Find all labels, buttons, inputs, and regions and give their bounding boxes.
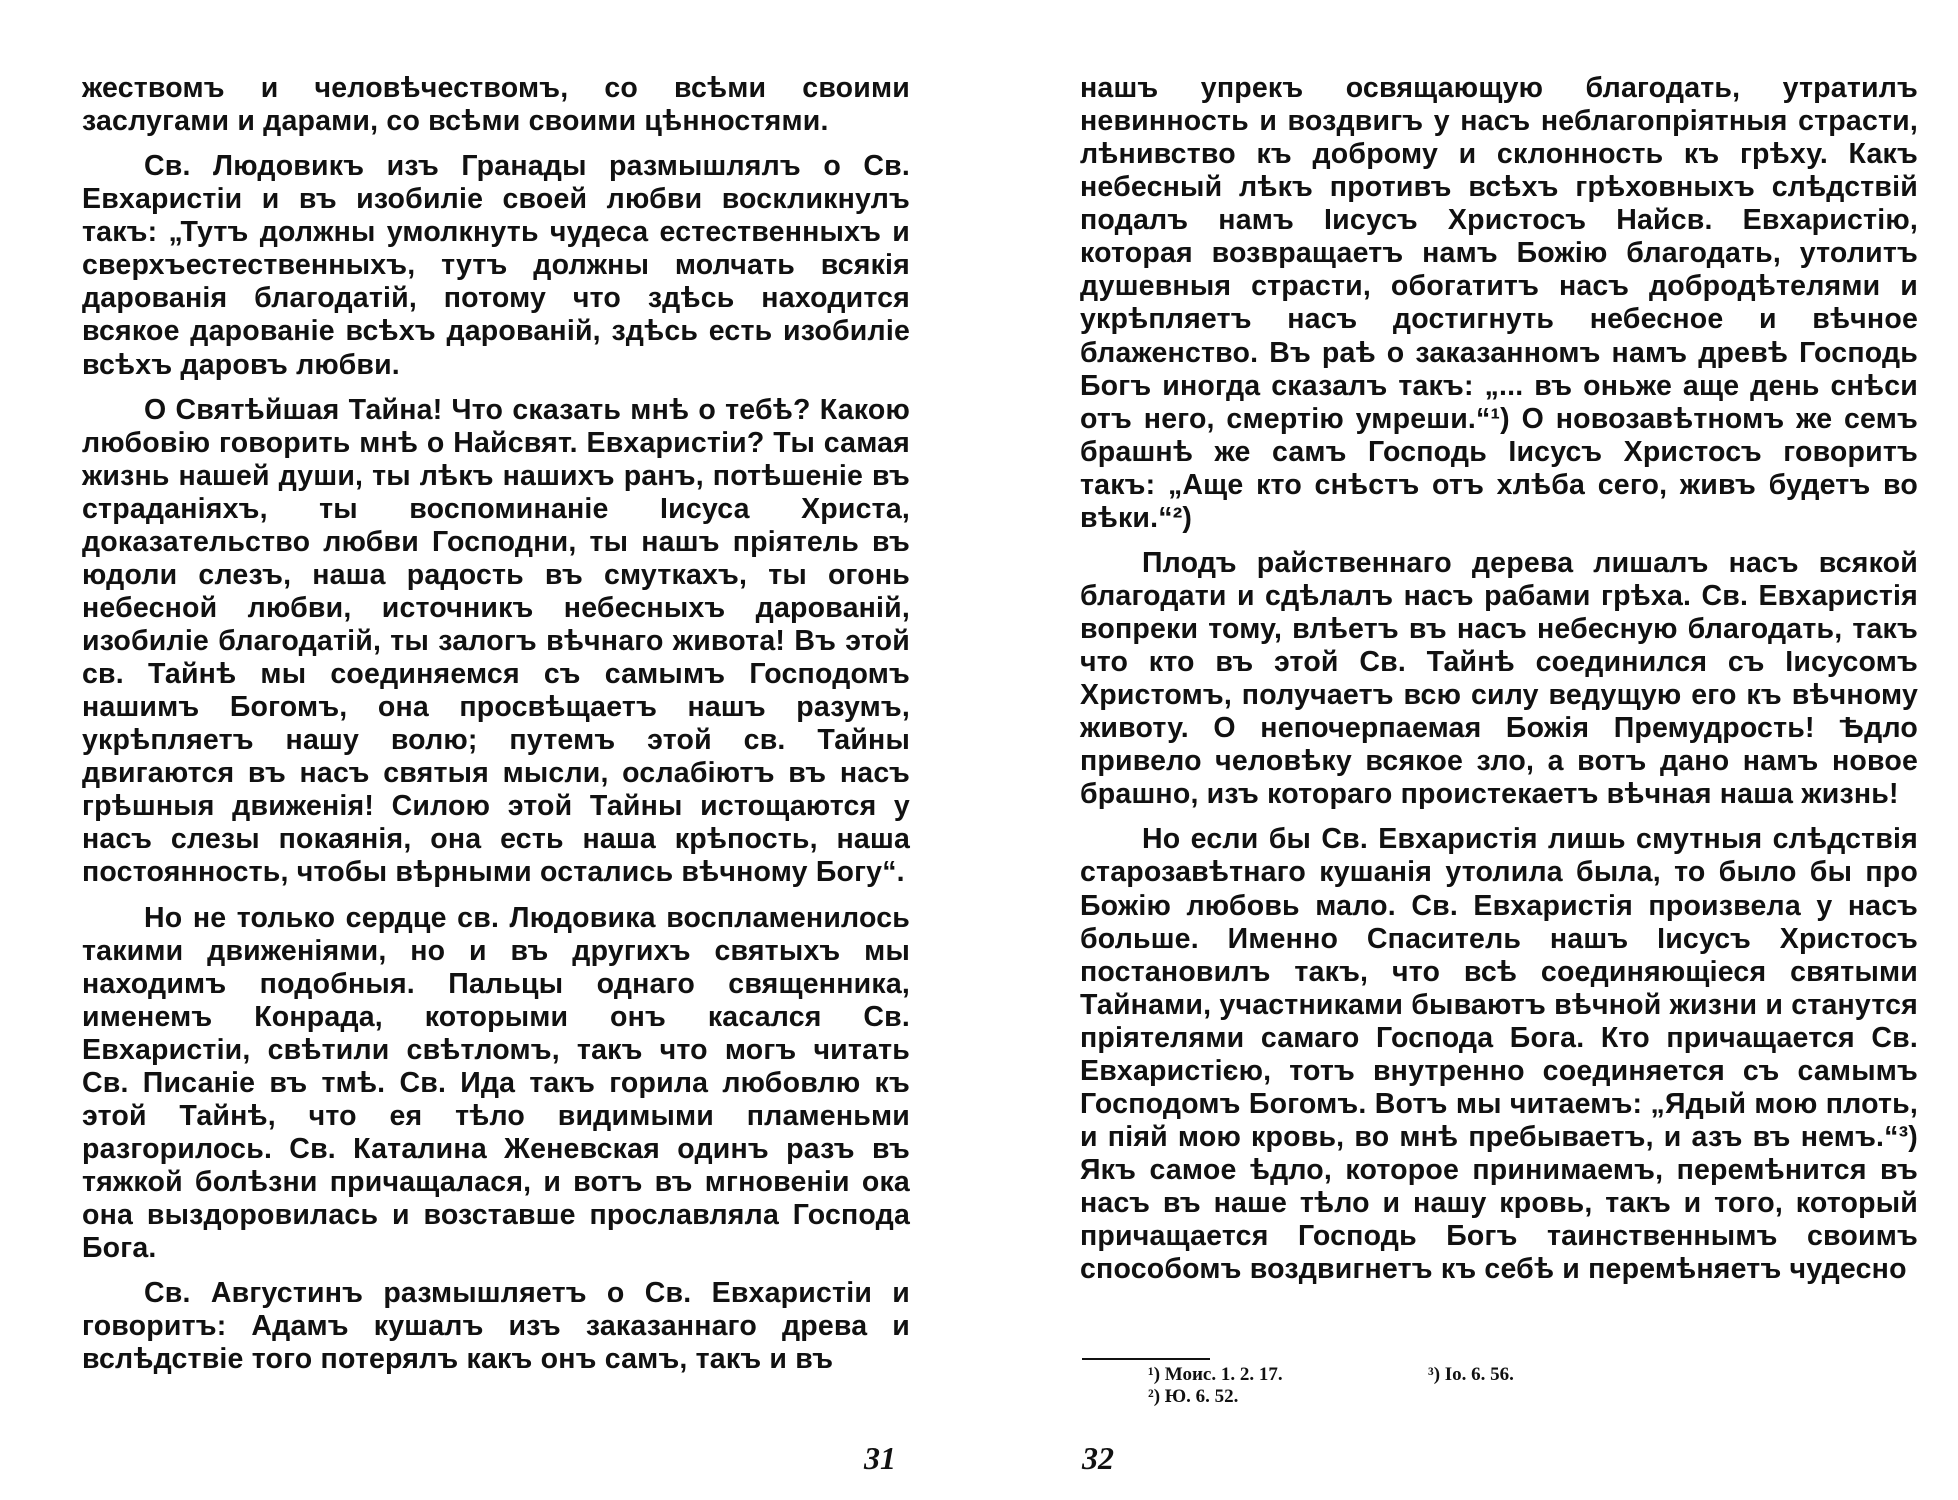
left-paragraph-2: Св. Людовикъ изъ Гранады размышлялъ о Св. Евхаристіи и въ изобиліе своей любви воскликнулъ такъ: „Тутъ должны умолкнуть чудеса естественныхъ и сверхъестественныхъ, тутъ должны молчать всякія дарованія благодатій, потому что здѣсь находится всякое дарованіе всѣхъ дарованій, здѣсь есть изобиліе всѣхъ даровъ любви.	[82, 150, 910, 381]
footnote-2: ²) Ю. 6. 52.	[1148, 1386, 1239, 1407]
right-paragraph-2: Плодъ райственнаго дерева лишалъ насъ всякой благодати и сдѣлалъ насъ рабами грѣха. Св. Евхаристія вопреки тому, влѣетъ въ насъ небесную благодать, такъ что кто въ этой Св. Тайнѣ соединился съ Іисусомъ Христомъ, получаетъ всю силу ведущую его къ вѣчному животу. О непочерпаемая Божія Премудрость! Ѣдло привело человѣку всякое зло, а вотъ дано намъ новое брашно, изъ котораго проистекаетъ вѣчная наша жизнь!	[1080, 546, 1918, 811]
left-paragraph-4: Но не только сердце св. Людовика воспламенилось такими движеніями, но и въ другихъ святыхъ мы находимъ подобныя. Пальцы однаго священника, именемъ Конрада, которыми онъ касался Св. Евхаристіи, свѣтили свѣтломъ, такъ что могъ читать Св. Писаніе въ тмѣ. Св. Ида такъ горила любовлю къ этой Тайнѣ, что ея тѣло видимыми пламеньми разгорилось. Св. Каталина Женевская одинъ разъ въ тяжкой болѣзни причащалася, и вотъ въ мгновеніи ока она выздоровилась и возставше прославляла Господа Бога.	[82, 901, 910, 1265]
right-page	[1080, 72, 1918, 1298]
left-paragraph-1: жествомъ и человѣчествомъ, со всѣми своими заслугами и дарами, со всѣми своими цѣнностями.	[82, 72, 910, 138]
left-paragraph-5: Св. Августинъ размышляетъ о Св. Евхаристіи и говоритъ: Адамъ кушалъ изъ заказаннаго древа и вслѣдствіе того потерялъ какъ онъ самъ, такъ и въ	[82, 1277, 910, 1376]
footnote-divider	[1082, 1358, 1210, 1360]
left-paragraph-3: О Святѣйшая Тайна! Что сказать мнѣ о тебѣ? Какою любовію говорить мнѣ о Найсвят. Евхаристіи? Ты самая жизнь нашей души, ты лѣкъ нашихъ ранъ, потѣшеніе въ страданіяхъ, ты воспоминаніе Іисуса Христа, доказательство любви Господни, ты нашъ пріятель въ юдоли слезъ, наша радость въ смуткахъ, ты огонь небесной любви, источникъ небесныхъ дарованій, изобиліе благодатій, ты залогъ вѣчнаго живота! Въ этой св. Тайнѣ мы соединяемся съ самымъ Господомъ нашимъ Богомъ, она просвѣщаетъ нашъ разумъ, укрѣпляетъ нашу волю; путемъ этой св. Тайны двигаются въ насъ святыя мысли, ослабіютъ въ насъ грѣшныя движенія! Силою этой Тайны истощаются у насъ слезы покаянія, она есть наша крѣпость, наша постоянность, чтобы вѣрными остались вѣчному Богу“.	[82, 393, 910, 889]
right-paragraph-3: Но если бы Св. Евхаристія лишь смутныя слѣдствія старозавѣтнаго кушанія утолила была, то было бы про Божію любовь мало. Св. Евхаристія произвела у насъ больше. Именно Спаситель нашъ Іисусъ Христосъ постановилъ такъ, что всѣ соединяющіеся святыми Тайнами, участниками бываютъ вѣчной жизни и станутся пріятелями самаго Господа Бога. Кто причащается Св. Евхаристією, тотъ внутренно соединяется съ самымъ Господомъ Богомъ. Вотъ мы читаемъ: „Ядый мою плоть, и піяй мою кровь, во мнѣ пребываетъ, и азъ въ немъ.“³) Якъ самое ѣдло, которое принимаемъ, перемѣнится въ насъ въ наше тѣло и нашу кровь, такъ и того, который причащается Господь Богъ таинственнымъ своимъ способомъ воздвигнетъ къ себѣ и перемѣняетъ чудесно	[1080, 823, 1918, 1286]
footnote-3: ³) Іо. 6. 56.	[1428, 1364, 1514, 1385]
left-page	[82, 72, 910, 1388]
page-number-left: 31	[864, 1440, 896, 1476]
page-number-right: 32	[1082, 1440, 1114, 1476]
right-paragraph-1: нашъ упрекъ освящающую благодать, утратилъ невинность и воздвигъ у насъ неблагопріятныя страсти, лѣнивство къ доброму и склонность къ грѣху. Какъ небесный лѣкъ противъ всѣхъ грѣховныхъ слѣдствій подалъ намъ Іисусъ Христосъ Найсв. Евхаристію, которая возвращаетъ намъ Божію благодать, утолитъ душевныя страсти, обогатитъ насъ добродѣтелями и укрѣпляетъ насъ достигнуть небесное и вѣчное блаженство. Въ раѣ о заказанномъ намъ древѣ Господь Богъ иногда сказалъ такъ: „... въ оньже аще день снѣси отъ него, смертію умреши.“¹) О новозавѣтномъ же семъ брашнѣ же самъ Господь Іисусъ Христосъ говоритъ такъ: „Аще кто снѣстъ отъ хлѣба сего, живъ будетъ во вѣки.“²)	[1080, 72, 1918, 534]
footnote-1: ¹) Моис. 1. 2. 17.	[1148, 1364, 1283, 1385]
footnotes	[1148, 1364, 1708, 1408]
